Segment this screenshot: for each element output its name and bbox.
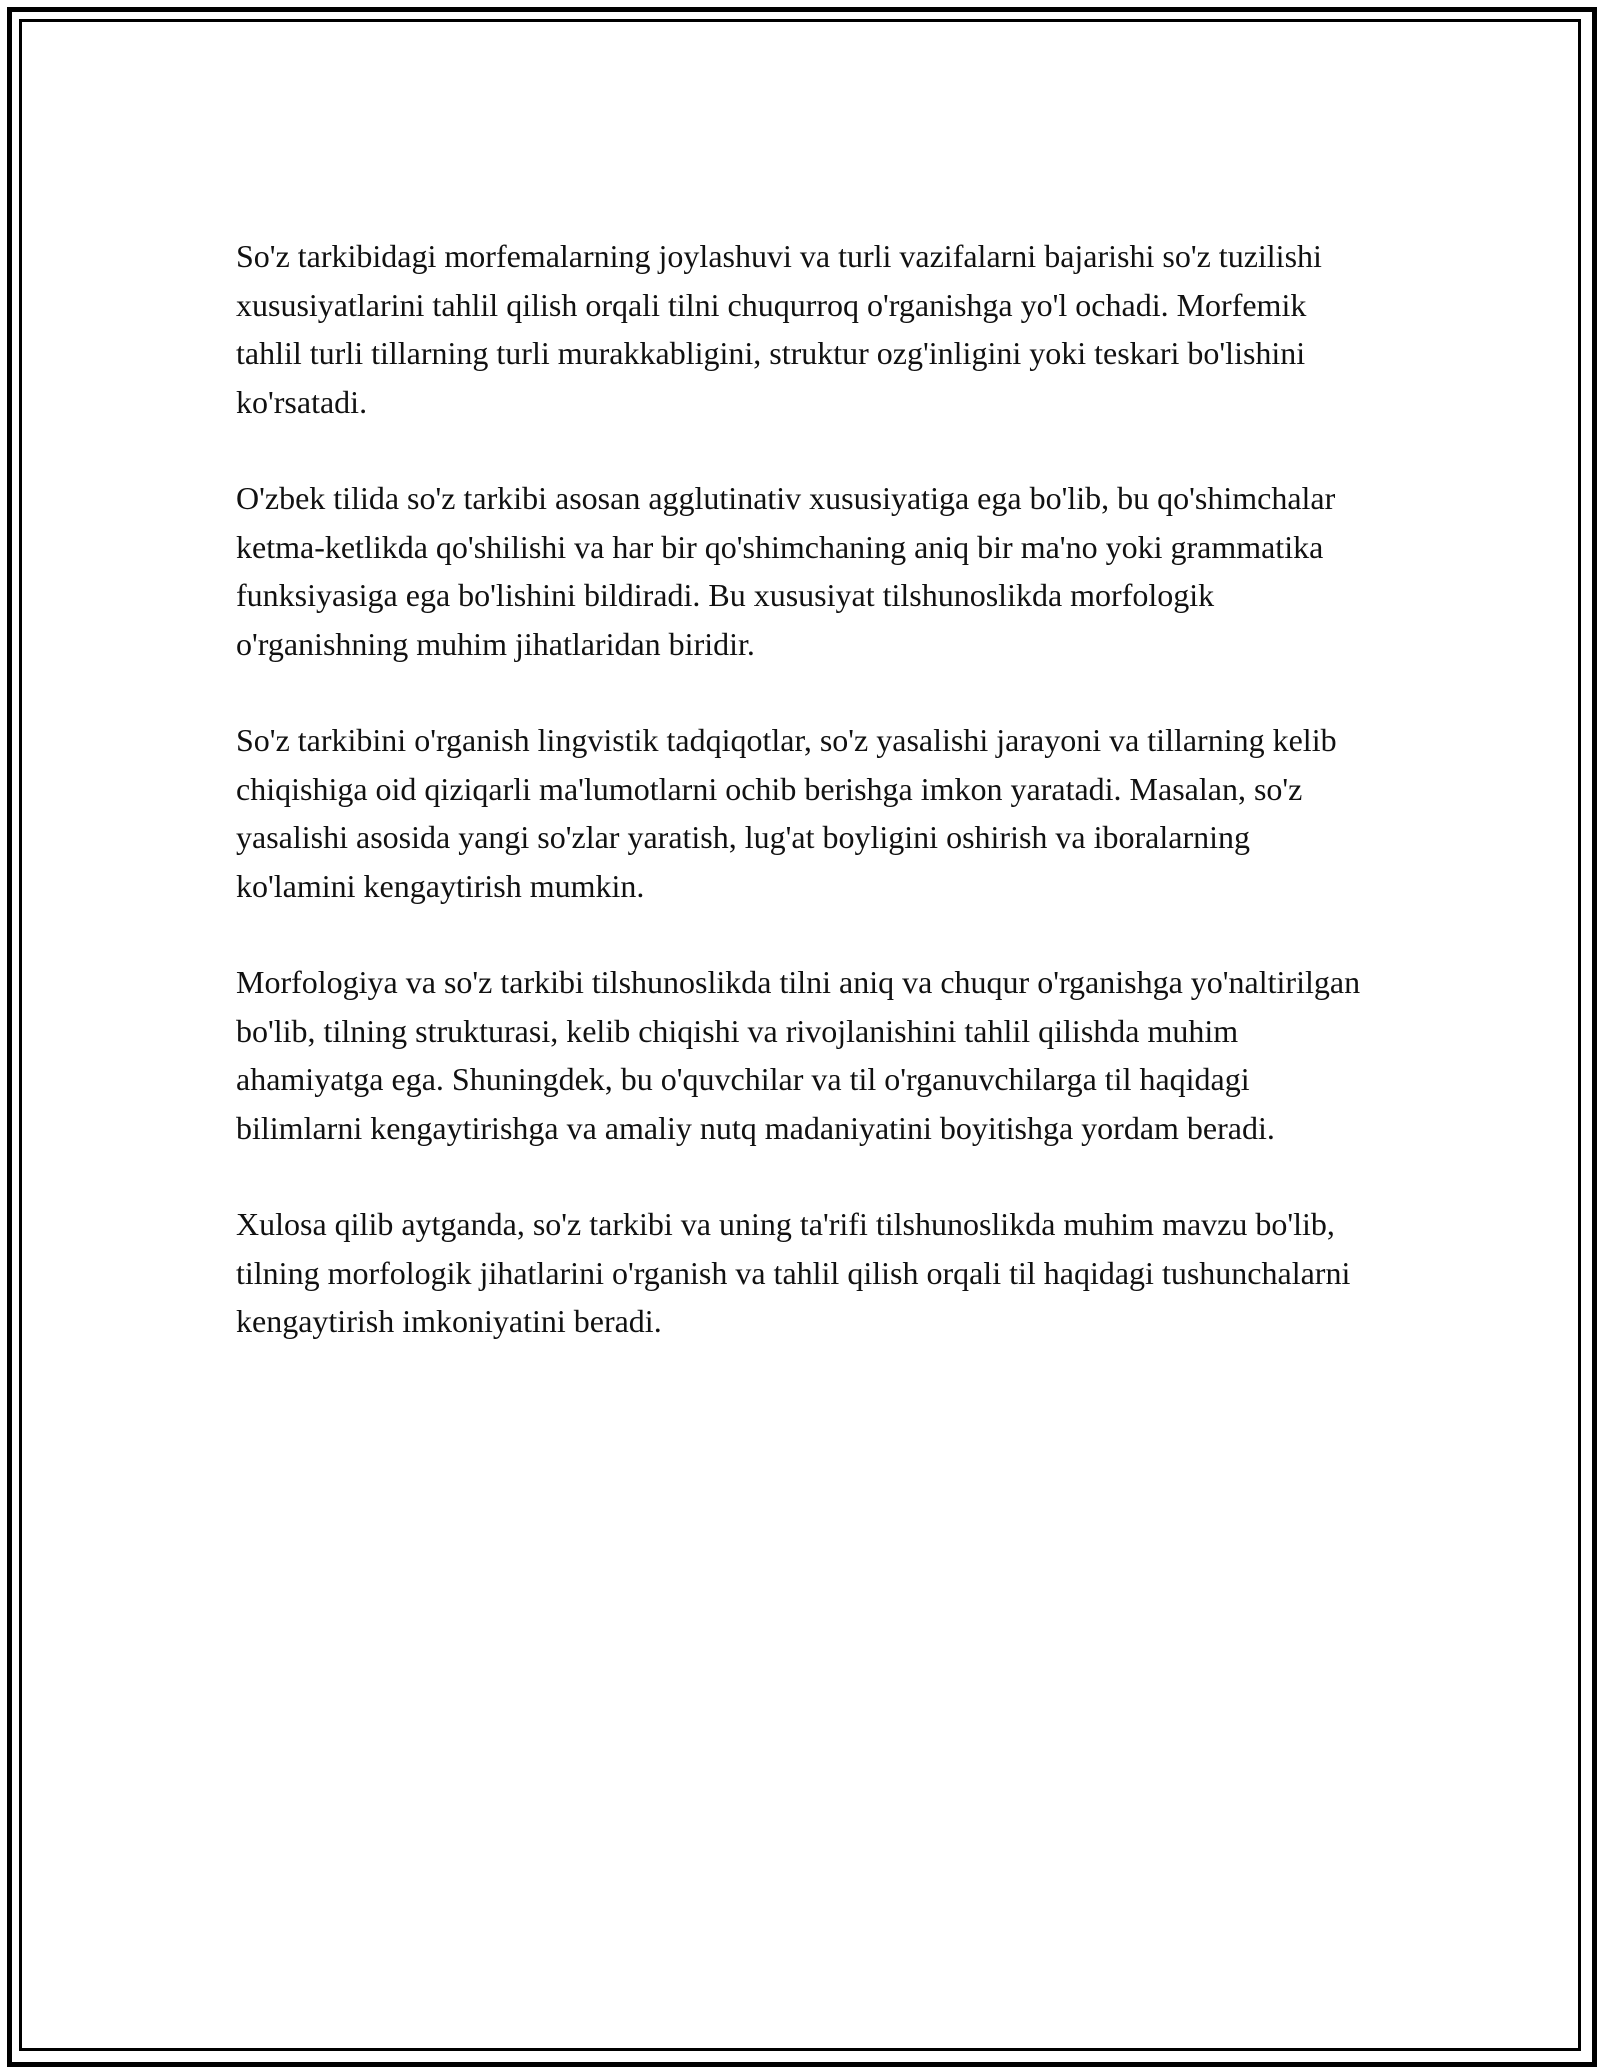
paragraph-1: So'z tarkibidagi morfemalarning joylashuvi va turli vazifalarni bajarishi so'z tuzilishi xususiyatlarini tahlil qilish orqali tilni chuqurroq o'rganishga yo'l ochadi. Morfemik tahlil turli tillarning turli murakkabligini, struktur ozg'inligini yoki teskari bo'lishini ko'rsatadi. — [236, 238, 1322, 420]
paragraph-3: So'z tarkibini o'rganish lingvistik tadqiqotlar, so'z yasalishi jarayoni va tillarning kelib chiqishiga oid qiziqarli ma'lumotlarni ochib berishga imkon yaratadi. Masalan, so'z yasalishi asosida yangi so'zlar yaratish, lug'at boyligini oshirish va iboralarning ko'lamini kengaytirish mumkin. — [236, 722, 1337, 904]
paragraph-2: O'zbek tilida so'z tarkibi asosan agglutinativ xususiyatiga ega bo'lib, bu qo'shimchalar ketma-ketlikda qo'shilishi va har bir qo'shimchaning aniq bir ma'no yoki grammatika funksiyasiga ega bo'lishini bildiradi. Bu xususiyat tilshunoslikda morfologik o'rganishning muhim jihatlaridan biridir. — [236, 480, 1336, 662]
paragraph-5: Xulosa qilib aytganda, so'z tarkibi va uning ta'rifi tilshunoslikda muhim mavzu bo'lib, tilning morfologik jihatlarini o'rganish va tahlil qilish orqali til haqidagi tushunchalarni kengaytirish imkoniyatini beradi. — [236, 1206, 1351, 1339]
document-body — [236, 232, 1366, 1394]
paragraph-4: Morfologiya va so'z tarkibi tilshunoslikda tilni aniq va chuqur o'rganishga yo'naltirilgan bo'lib, tilning strukturasi, kelib chiqishi va rivojlanishini tahlil qilishda muhim ahamiyatga ega. Shuningdek, bu o'quvchilar va til o'rganuvchilarga til haqidagi bilimlarni kengaytirishga va amaliy nutq madaniyatini boyitishga yordam beradi. — [236, 964, 1361, 1146]
